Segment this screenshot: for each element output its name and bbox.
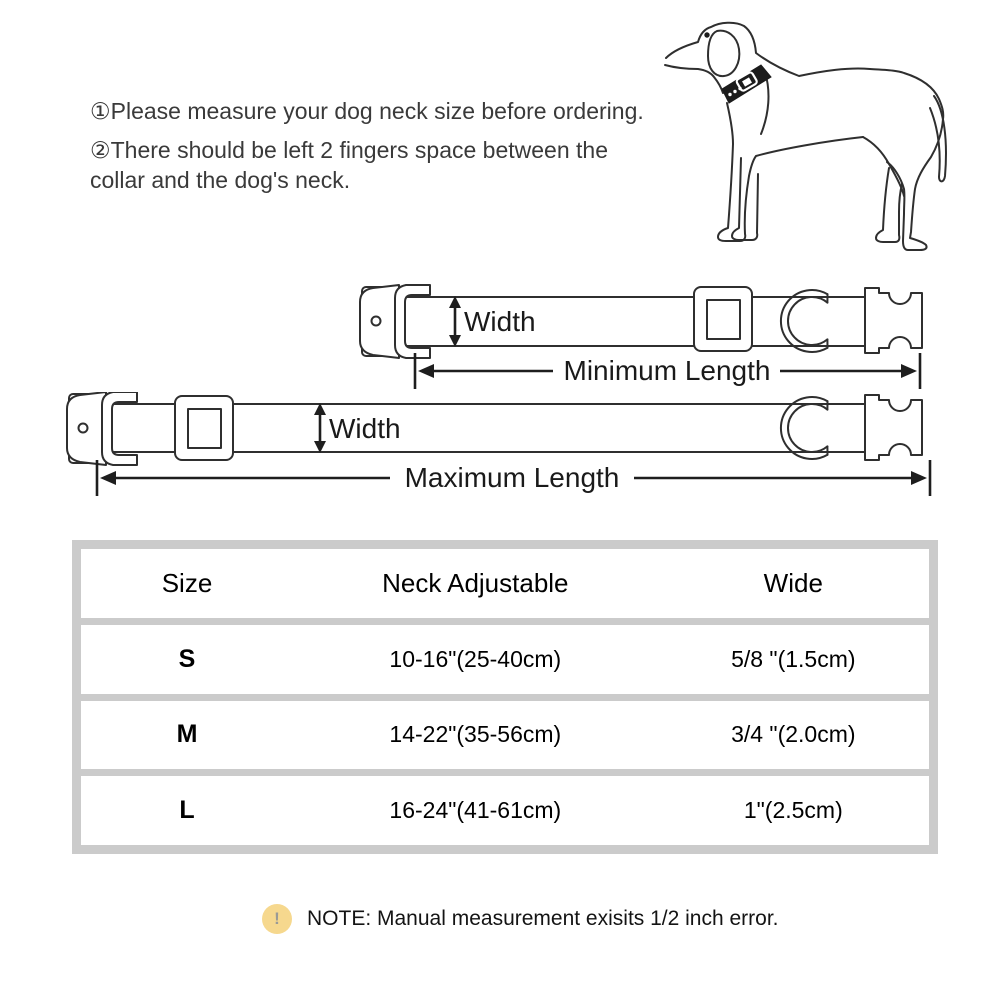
dog-illustration xyxy=(646,6,966,268)
table-row-s xyxy=(81,625,929,694)
neck-adjustable-value: 16-24"(41-61cm) xyxy=(389,797,562,824)
header-wide: Wide xyxy=(763,567,823,598)
size-value: L xyxy=(179,796,195,825)
neck-adjustable-value: 10-16"(25-40cm) xyxy=(389,645,562,672)
maximum-length-label: Maximum Length xyxy=(404,462,620,493)
table-row-l xyxy=(81,776,929,845)
collar-diagram-maximum xyxy=(0,392,1000,502)
width-label-min: Width xyxy=(464,306,536,337)
wide-value: 5/8 "(1.5cm) xyxy=(731,645,856,672)
size-table xyxy=(72,540,938,854)
measurement-note xyxy=(262,904,779,934)
size-value: S xyxy=(178,644,196,673)
minimum-length-label: Minimum Length xyxy=(563,355,771,386)
instruction-line-2: ②There should be left 2 fingers space between the collar and the dog's neck. xyxy=(90,137,608,193)
size-table-header-row xyxy=(81,549,929,618)
width-label-max: Width xyxy=(329,413,401,444)
exclamation-icon: ! xyxy=(262,904,292,934)
header-size: Size xyxy=(161,567,213,598)
note-text: NOTE: Manual measurement exisits 1/2 inch error. xyxy=(307,907,779,930)
wide-value: 3/4 "(2.0cm) xyxy=(731,721,856,748)
dog-ear xyxy=(708,31,739,76)
dog-eye xyxy=(704,32,709,37)
measuring-instructions xyxy=(90,96,668,204)
slider-square xyxy=(694,287,752,351)
buckle-male xyxy=(865,288,922,353)
size-value: M xyxy=(176,720,198,749)
wide-value: 1"(2.5cm) xyxy=(743,797,843,824)
table-row-m xyxy=(81,701,929,770)
neck-adjustable-value: 14-22"(35-56cm) xyxy=(389,721,562,748)
instruction-line-1: ①Please measure your dog neck size before ordering. xyxy=(90,98,644,124)
dog-collar xyxy=(722,65,771,103)
collar-diagram-minimum xyxy=(0,278,1000,392)
header-neck-adjustable: Neck Adjustable xyxy=(382,567,569,598)
